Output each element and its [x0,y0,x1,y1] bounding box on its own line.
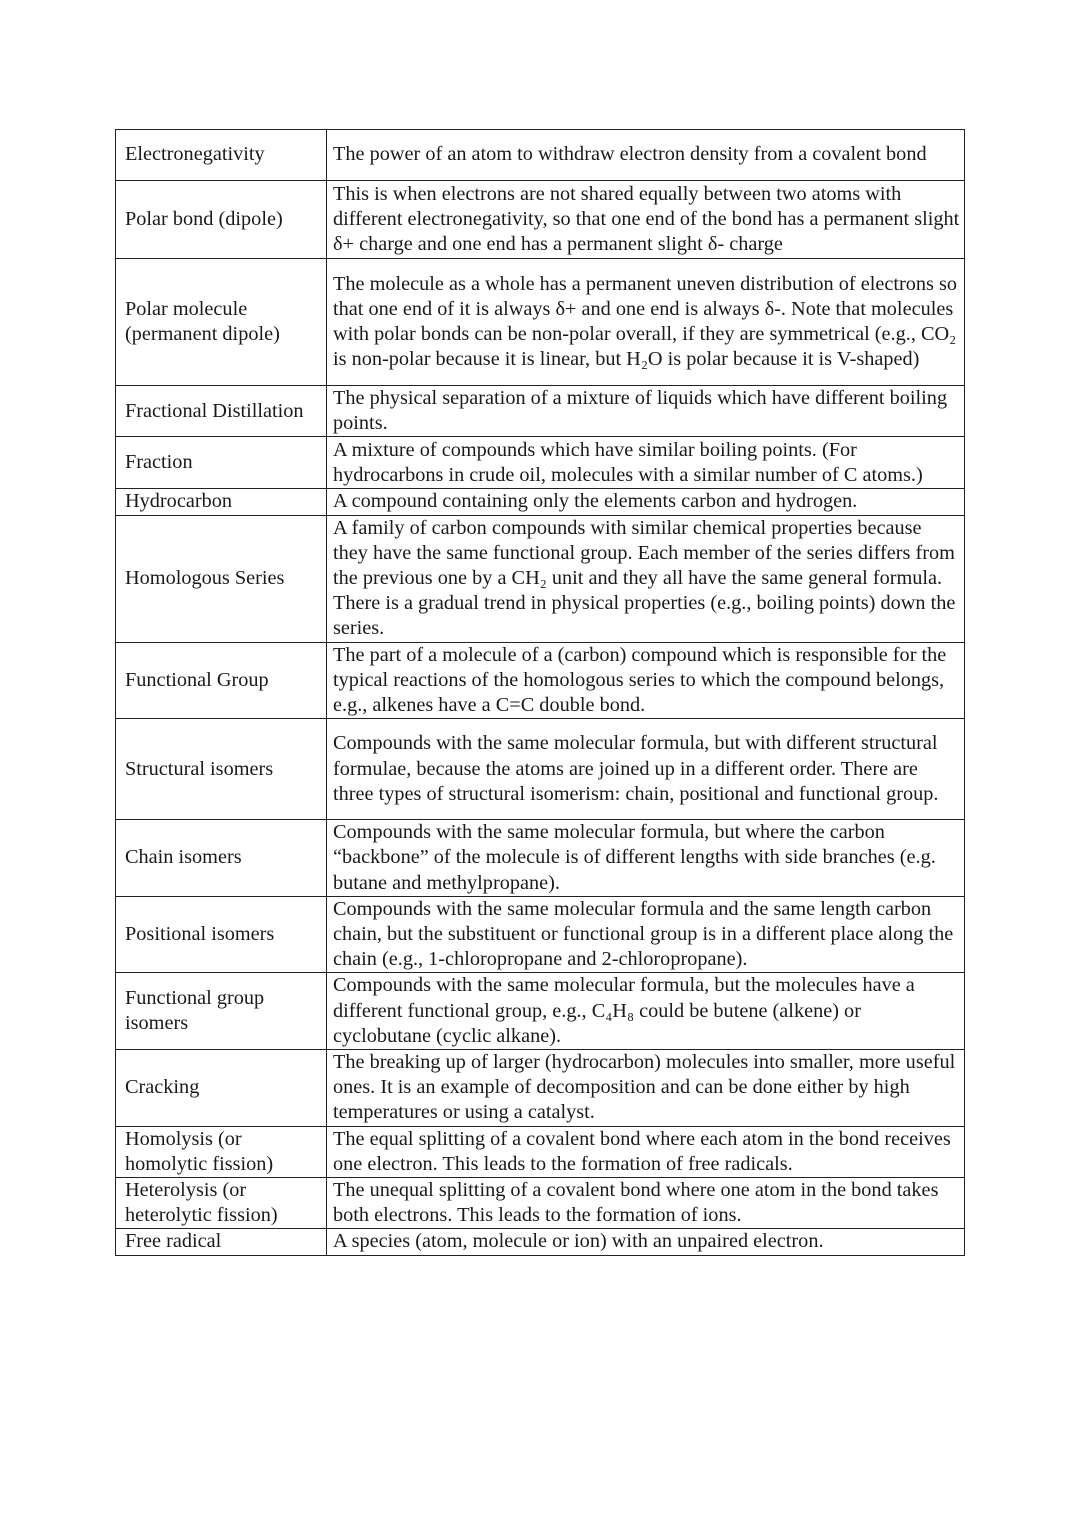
table-row [116,181,965,259]
definition-cell: Compounds with the same molecular formula, but where the carbon “backbone” of the molecule is of different lengths with side branches (e.g. butane and methylpropane). [327,820,965,897]
table-row [116,1126,965,1177]
table-row [116,896,965,973]
term-cell: Heterolysis (or heterolytic fission) [116,1178,327,1229]
term-cell: Positional isomers [116,896,327,973]
term-cell: Polar molecule (permanent dipole) [116,259,327,386]
definition-cell: A family of carbon compounds with similar chemical properties because they have the same functional group. Each member of the series differs from the previous one by a CH₂ unit and they all have the same general formula. There is a gradual trend in physical properties (e.g., boiling points) down the series. [327,515,965,642]
table-row [116,489,965,515]
table-row [116,386,965,437]
term-cell: Fraction [116,437,327,489]
table-row [116,1229,965,1255]
definition-cell: A compound containing only the elements carbon and hydrogen. [327,489,965,515]
table-row [116,1050,965,1127]
term-cell: Hydrocarbon [116,489,327,515]
definition-cell: The unequal splitting of a covalent bond where one atom in the bond takes both electrons. This leads to the formation of ions. [327,1178,965,1229]
definition-cell: A species (atom, molecule or ion) with an unpaired electron. [327,1229,965,1255]
table-row [116,437,965,489]
term-cell: Polar bond (dipole) [116,181,327,259]
definition-cell: Compounds with the same molecular formula, but with different structural formulae, because the atoms are joined up in a different order. There are three types of structural isomerism: chain, positional and functional group. [327,719,965,820]
definition-cell: The part of a molecule of a (carbon) compound which is responsible for the typical reactions of the homologous series to which the compound belongs, e.g., alkenes have a C=C double bond. [327,642,965,719]
term-cell: Chain isomers [116,820,327,897]
term-cell: Electronegativity [116,130,327,181]
definition-cell: Compounds with the same molecular formula, but the molecules have a different functional group, e.g., C₄H₈ could be butene (alkene) or cyclobutane (cyclic alkane). [327,973,965,1050]
term-cell: Functional Group [116,642,327,719]
table-row [116,1178,965,1229]
definition-cell: Compounds with the same molecular formula and the same length carbon chain, but the substituent or functional group is in a different place along the chain (e.g., 1-chloropropane and 2-chloropropane). [327,896,965,973]
term-cell: Cracking [116,1050,327,1127]
term-cell: Homolysis (or homolytic fission) [116,1126,327,1177]
table-row [116,642,965,719]
table-row [116,719,965,820]
definition-cell: The physical separation of a mixture of liquids which have different boiling points. [327,386,965,437]
definition-cell: This is when electrons are not shared equally between two atoms with different electronegativity, so that one end of the bond has a permanent slight δ+ charge and one end has a permanent slight δ- charge [327,181,965,259]
table-row [116,820,965,897]
definition-cell: The molecule as a whole has a permanent uneven distribution of electrons so that one end of it is always δ+ and one end is always δ-. Note that molecules with polar bonds can be non-polar overall, if they are symmetrical (e.g., CO₂ is non-polar because it is linear, but H₂O is polar because it is V-shaped) [327,259,965,386]
term-cell: Homologous Series [116,515,327,642]
definition-cell: A mixture of compounds which have similar boiling points. (For hydrocarbons in crude oil, molecules with a similar number of C atoms.) [327,437,965,489]
glossary-table [115,129,965,1256]
definition-cell: The breaking up of larger (hydrocarbon) molecules into smaller, more useful ones. It is an example of decomposition and can be done either by high temperatures or using a catalyst. [327,1050,965,1127]
table-row [116,515,965,642]
term-cell: Free radical [116,1229,327,1255]
term-cell: Fractional Distillation [116,386,327,437]
table-row [116,973,965,1050]
definition-cell: The equal splitting of a covalent bond where each atom in the bond receives one electron. This leads to the formation of free radicals. [327,1126,965,1177]
table-row [116,130,965,181]
table-row [116,259,965,386]
term-cell: Structural isomers [116,719,327,820]
term-cell: Functional group isomers [116,973,327,1050]
definition-cell: The power of an atom to withdraw electron density from a covalent bond [327,130,965,181]
